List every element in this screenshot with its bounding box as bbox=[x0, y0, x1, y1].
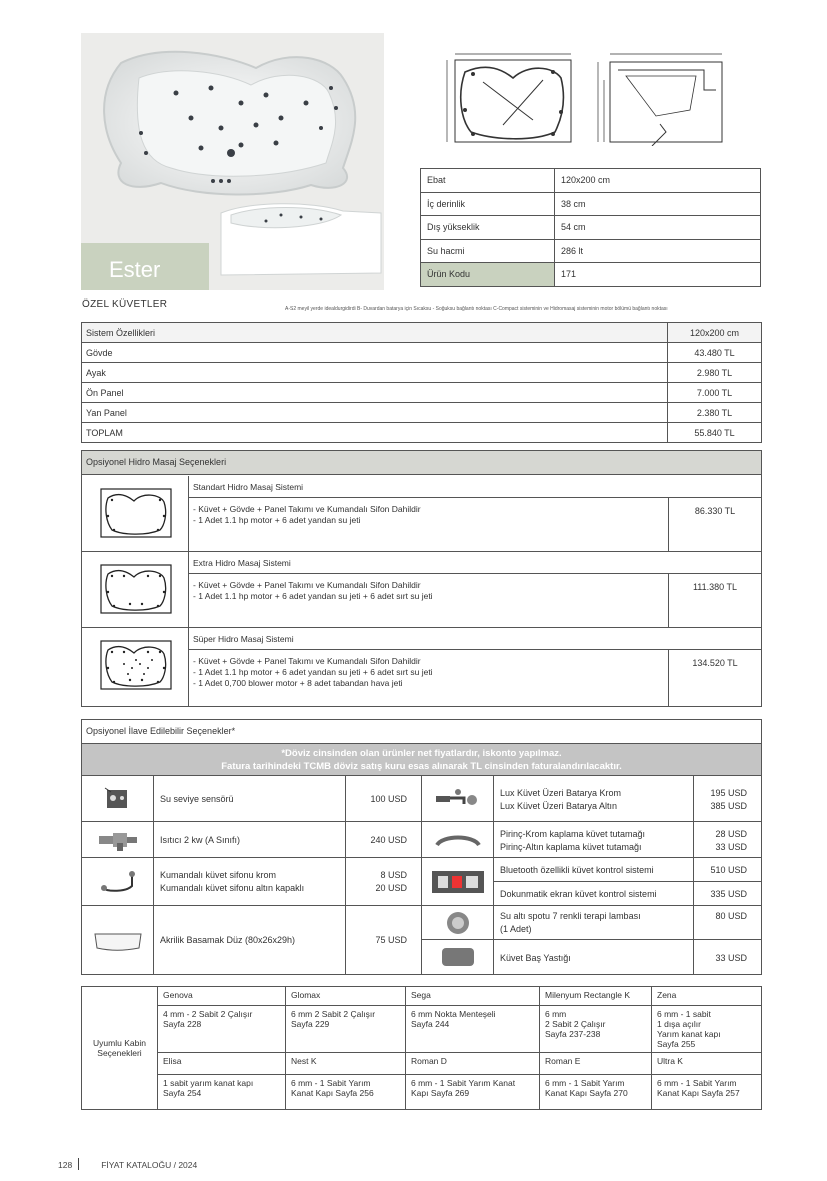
desc-line: Sayfa 244 bbox=[411, 1019, 450, 1029]
addon-name: Lux Küvet Üzeri Batarya Krom bbox=[500, 788, 622, 798]
hydro-option-name: Standart Hidro Masaj Sistemi bbox=[189, 476, 761, 498]
spec-value: 120x200 cm bbox=[555, 169, 761, 193]
desc-line: Kanat Kapı Sayfa 256 bbox=[291, 1088, 374, 1098]
water-level-sensor-icon bbox=[101, 784, 135, 814]
desc-line: Sayfa 255 bbox=[657, 1039, 696, 1049]
step-icon bbox=[93, 928, 143, 952]
desc-line: - Küvet + Gövde + Panel Takımı ve Kumandalı Sifon Dahildir bbox=[193, 580, 421, 590]
addon-icon-cell bbox=[422, 906, 494, 940]
catalog-title: FİYAT KATALOĞU / 2024 bbox=[101, 1160, 198, 1170]
desc-line: - Küvet + Gövde + Panel Takımı ve Kumandalı Sifon Dahildir bbox=[193, 504, 421, 514]
footer-divider bbox=[78, 1158, 79, 1170]
cabin-desc bbox=[286, 1006, 406, 1053]
desc-line: Sayfa 237-238 bbox=[545, 1029, 601, 1039]
addon-name: Dokunmatik ekran küvet kontrol sistemi bbox=[500, 889, 657, 899]
desc-line: - 1 Adet 0,700 blower motor + 8 adet tabandan hava jeti bbox=[193, 678, 403, 688]
desc-line: - 1 Adet 1.1 hp motor + 6 adet yandan su jeti + 6 adet sırt su jeti bbox=[193, 667, 433, 677]
addon-icon-cell bbox=[82, 822, 154, 858]
spec-value: 286 lt bbox=[555, 239, 761, 263]
addon-name: Kumandalı küvet sifonu altın kapaklı bbox=[160, 883, 305, 893]
cabin-desc bbox=[286, 1075, 406, 1110]
handle-icon bbox=[433, 831, 483, 849]
pillow-icon bbox=[440, 946, 476, 968]
addon-name-cell bbox=[494, 776, 694, 822]
hydro-option-price: 86.330 TL bbox=[694, 506, 736, 516]
addon-price: 33 USD bbox=[715, 953, 747, 963]
price-row bbox=[82, 363, 762, 383]
hydro-section-title: Opsiyonel Hidro Masaj Seçenekleri bbox=[82, 451, 761, 475]
cabin-desc bbox=[540, 1006, 652, 1053]
cabin-name: Roman E bbox=[540, 1053, 652, 1075]
cabin-name: Roman D bbox=[406, 1053, 540, 1075]
addon-name: Isıtıcı 2 kw (A Sınıfı) bbox=[160, 835, 241, 845]
desc-line: 6 mm - 1 sabit bbox=[657, 1009, 711, 1019]
addon-price: 240 USD bbox=[370, 835, 407, 845]
hydro-option-price: 134.520 TL bbox=[692, 658, 738, 668]
desc-line: - 1 Adet 1.1 hp motor + 6 adet yandan su jeti bbox=[193, 515, 361, 525]
addon-name-cell bbox=[494, 882, 694, 906]
cabin-desc bbox=[652, 1075, 762, 1110]
hydro-thumb bbox=[82, 552, 189, 627]
addon-price-cell bbox=[694, 776, 761, 822]
desc-line: 6 mm - 1 Sabit Yarım bbox=[657, 1078, 737, 1088]
addon-price: 195 USD bbox=[710, 788, 747, 798]
top-view-drawing bbox=[443, 50, 577, 146]
addon-price: 33 USD bbox=[715, 842, 747, 852]
desc-line: Sayfa 228 bbox=[163, 1019, 202, 1029]
side-view-drawing bbox=[586, 50, 726, 146]
addon-price-cell bbox=[694, 822, 761, 858]
addon-name: Su altı spotu 7 renkli terapi lambası bbox=[500, 911, 641, 921]
addon-name-cell bbox=[154, 858, 346, 906]
addon-icon-cell bbox=[422, 858, 494, 906]
desc-line: Sayfa 229 bbox=[291, 1019, 330, 1029]
currency-notice-banner bbox=[82, 744, 761, 776]
addon-name-cell bbox=[154, 822, 346, 858]
desc-line: Kapı Sayfa 269 bbox=[411, 1088, 470, 1098]
page-number: 128 bbox=[58, 1160, 73, 1170]
hydro-massage-section bbox=[81, 450, 762, 707]
spot-lamp-icon bbox=[445, 910, 471, 936]
addon-name-cell bbox=[494, 906, 694, 940]
desc-line: Sayfa 254 bbox=[163, 1088, 202, 1098]
hydro-option-name: Süper Hidro Masaj Sistemi bbox=[189, 628, 761, 650]
price-label: Ayak bbox=[82, 363, 668, 383]
addon-icon-cell bbox=[422, 776, 494, 822]
spec-table bbox=[420, 168, 761, 287]
optional-additions-section bbox=[81, 719, 762, 975]
addon-name: Lux Küvet Üzeri Batarya Altın bbox=[500, 801, 618, 811]
cabin-name: Nest K bbox=[286, 1053, 406, 1075]
addon-price-cell bbox=[346, 822, 422, 858]
addon-name: Akrilik Basamak Düz (80x26x29h) bbox=[160, 935, 296, 945]
price-header-label: Sistem Özellikleri bbox=[82, 323, 668, 343]
spec-label: Dış yükseklik bbox=[421, 216, 555, 240]
addon-price: 335 USD bbox=[710, 889, 747, 899]
spec-row bbox=[421, 169, 761, 193]
addon-price: 80 USD bbox=[715, 911, 747, 921]
price-value: 43.480 TL bbox=[668, 343, 762, 363]
addon-name: Pirinç-Krom kaplama küvet tutamağı bbox=[500, 829, 646, 839]
cabins-label: Uyumlu Kabin Seçenekleri bbox=[82, 987, 158, 1110]
addon-icon-cell bbox=[422, 940, 494, 974]
section-title: ÖZEL KÜVETLER bbox=[82, 299, 168, 310]
spec-label: İç derinlik bbox=[421, 192, 555, 216]
hydro-thumb bbox=[82, 476, 189, 551]
price-row bbox=[82, 343, 762, 363]
desc-line: 6 mm - 1 Sabit Yarım bbox=[545, 1078, 625, 1088]
spec-label: Ebat bbox=[421, 169, 555, 193]
hydro-option bbox=[82, 628, 761, 706]
desc-line: 1 dışa açılır bbox=[657, 1019, 701, 1029]
addons-section-title: Opsiyonel İlave Edilebilir Seçenekler* bbox=[82, 720, 761, 744]
addon-name: (1 Adet) bbox=[500, 924, 532, 934]
cabin-name: Milenyum Rectangle K bbox=[540, 987, 652, 1006]
price-label: Ön Panel bbox=[82, 383, 668, 403]
cabin-name: Genova bbox=[158, 987, 286, 1006]
spec-value: 171 bbox=[555, 263, 761, 287]
spec-label: Su hacmi bbox=[421, 239, 555, 263]
drawing-legend-note: A-S2 meyil yerde idealdurgidirdi B- Duvardan batarya için Sıcaksu - Soğuksu bağlantı noktası C-Compact sisteminin ve Hidromasaj sisteminin motor bölümü bağlantı noktası bbox=[285, 306, 668, 312]
spec-row bbox=[421, 216, 761, 240]
desc-line: 6 mm - 1 Sabit Yarım Kanat bbox=[411, 1078, 516, 1088]
hydro-option-price: 111.380 TL bbox=[692, 582, 738, 592]
price-value: 7.000 TL bbox=[668, 383, 762, 403]
addon-price-cell bbox=[694, 858, 761, 882]
cabin-name-row bbox=[82, 1053, 762, 1075]
cabin-desc bbox=[652, 1006, 762, 1053]
price-label: TOPLAM bbox=[82, 423, 668, 443]
desc-line: 6 mm 2 Sabit 2 Çalışır bbox=[291, 1009, 376, 1019]
hydro-thumb bbox=[82, 628, 189, 706]
spec-value: 38 cm bbox=[555, 192, 761, 216]
addon-price: 100 USD bbox=[370, 794, 407, 804]
spec-row bbox=[421, 239, 761, 263]
bathtub-plan-icon bbox=[100, 488, 172, 538]
cabin-desc bbox=[158, 1006, 286, 1053]
addon-name: Bluetooth özellikli küvet kontrol sistemi bbox=[500, 865, 654, 875]
notice-line: *Döviz cinsinden olan ürünler net fiyatlardır, iskonto yapılmaz. bbox=[281, 748, 562, 759]
price-row-total bbox=[82, 423, 762, 443]
product-name-label bbox=[81, 243, 209, 290]
addon-price-cell bbox=[346, 906, 422, 974]
desc-line: 1 sabit yarım kanat kapı bbox=[163, 1078, 254, 1088]
cabin-desc bbox=[540, 1075, 652, 1110]
addon-price: 385 USD bbox=[710, 801, 747, 811]
cabin-name: Glomax bbox=[286, 987, 406, 1006]
desc-line: Yarım kanat kapı bbox=[657, 1029, 721, 1039]
price-label: Gövde bbox=[82, 343, 668, 363]
cabin-name: Sega bbox=[406, 987, 540, 1006]
addon-name-cell bbox=[154, 776, 346, 822]
hydro-option bbox=[82, 552, 761, 628]
compatible-cabins-table bbox=[81, 986, 762, 1110]
hydro-option bbox=[82, 476, 761, 552]
addon-name-cell bbox=[494, 940, 694, 974]
page-footer bbox=[58, 1158, 197, 1170]
desc-line: 6 mm bbox=[545, 1009, 567, 1019]
desc-line: - Küvet + Gövde + Panel Takımı ve Kumandalı Sifon Dahildir bbox=[193, 656, 421, 666]
desc-line: 2 Sabit 2 Çalışır bbox=[545, 1019, 606, 1029]
desc-line: 4 mm - 2 Sabit 2 Çalışır bbox=[163, 1009, 253, 1019]
cabin-name: Ultra K bbox=[652, 1053, 762, 1075]
product-name: Ester bbox=[109, 257, 161, 282]
price-table bbox=[81, 322, 762, 443]
addon-icon-cell bbox=[82, 776, 154, 822]
addon-price-cell bbox=[694, 906, 761, 940]
addon-price-cell bbox=[346, 776, 422, 822]
hydro-option-desc bbox=[189, 498, 669, 551]
drain-siphon-icon bbox=[98, 870, 138, 894]
desc-line: Kanat Kapı Sayfa 257 bbox=[657, 1088, 740, 1098]
bathtub-plan-icon bbox=[100, 564, 172, 614]
notice-line: Fatura tarihindeki TCMB döviz satış kuru esas alınarak TL cinsinden faturalandırılacaktır. bbox=[221, 761, 622, 772]
price-row bbox=[82, 383, 762, 403]
cabin-desc bbox=[158, 1075, 286, 1110]
addon-name-cell bbox=[154, 906, 346, 974]
price-value: 2.980 TL bbox=[668, 363, 762, 383]
spec-row bbox=[421, 192, 761, 216]
addon-price: 28 USD bbox=[715, 829, 747, 839]
desc-line: Kanat Kapı Sayfa 270 bbox=[545, 1088, 628, 1098]
spec-value: 54 cm bbox=[555, 216, 761, 240]
addon-price-cell bbox=[694, 882, 761, 906]
addon-price: 510 USD bbox=[710, 865, 747, 875]
price-header-value: 120x200 cm bbox=[668, 323, 762, 343]
control-panel-icon bbox=[432, 871, 484, 893]
desc-line: - 1 Adet 1.1 hp motor + 6 adet yandan su jeti + 6 adet sırt su jeti bbox=[193, 591, 433, 601]
addon-icon-cell bbox=[82, 906, 154, 974]
desc-line: 6 mm Nokta Menteşeli bbox=[411, 1009, 496, 1019]
cabin-name: Elisa bbox=[158, 1053, 286, 1075]
addon-price-cell bbox=[346, 858, 422, 906]
addon-icon-cell bbox=[422, 822, 494, 858]
addon-name-cell bbox=[494, 858, 694, 882]
hydro-option-name: Extra Hidro Masaj Sistemi bbox=[189, 552, 761, 574]
cabin-name-row bbox=[82, 987, 762, 1006]
addon-name-cell bbox=[494, 822, 694, 858]
addon-price: 8 USD bbox=[380, 870, 407, 880]
product-photo bbox=[81, 33, 384, 290]
price-table-header bbox=[82, 323, 762, 343]
cabin-desc-row bbox=[82, 1006, 762, 1053]
addon-name: Su seviye sensörü bbox=[160, 794, 234, 804]
addon-price-cell bbox=[694, 940, 761, 974]
faucet-icon bbox=[434, 788, 482, 810]
spec-row-product-code bbox=[421, 263, 761, 287]
bathtub-plan-icon bbox=[100, 640, 172, 690]
desc-line: 6 mm - 1 Sabit Yarım bbox=[291, 1078, 371, 1088]
addon-price: 75 USD bbox=[375, 935, 407, 945]
cabin-desc bbox=[406, 1006, 540, 1053]
spec-label: Ürün Kodu bbox=[421, 263, 555, 287]
cabin-desc bbox=[406, 1075, 540, 1110]
price-value: 55.840 TL bbox=[668, 423, 762, 443]
addon-name: Pirinç-Altın kaplama küvet tutamağı bbox=[500, 842, 642, 852]
cabin-desc-row bbox=[82, 1075, 762, 1110]
price-value: 2.380 TL bbox=[668, 403, 762, 423]
addon-icon-cell bbox=[82, 858, 154, 906]
heater-icon bbox=[97, 829, 139, 851]
cabin-name: Zena bbox=[652, 987, 762, 1006]
price-label: Yan Panel bbox=[82, 403, 668, 423]
hydro-option-desc bbox=[189, 650, 669, 706]
addon-name: Küvet Baş Yastığı bbox=[500, 953, 571, 963]
addon-name: Kumandalı küvet sifonu krom bbox=[160, 870, 277, 880]
hydro-option-desc bbox=[189, 574, 669, 627]
addon-price: 20 USD bbox=[375, 883, 407, 893]
price-row bbox=[82, 403, 762, 423]
